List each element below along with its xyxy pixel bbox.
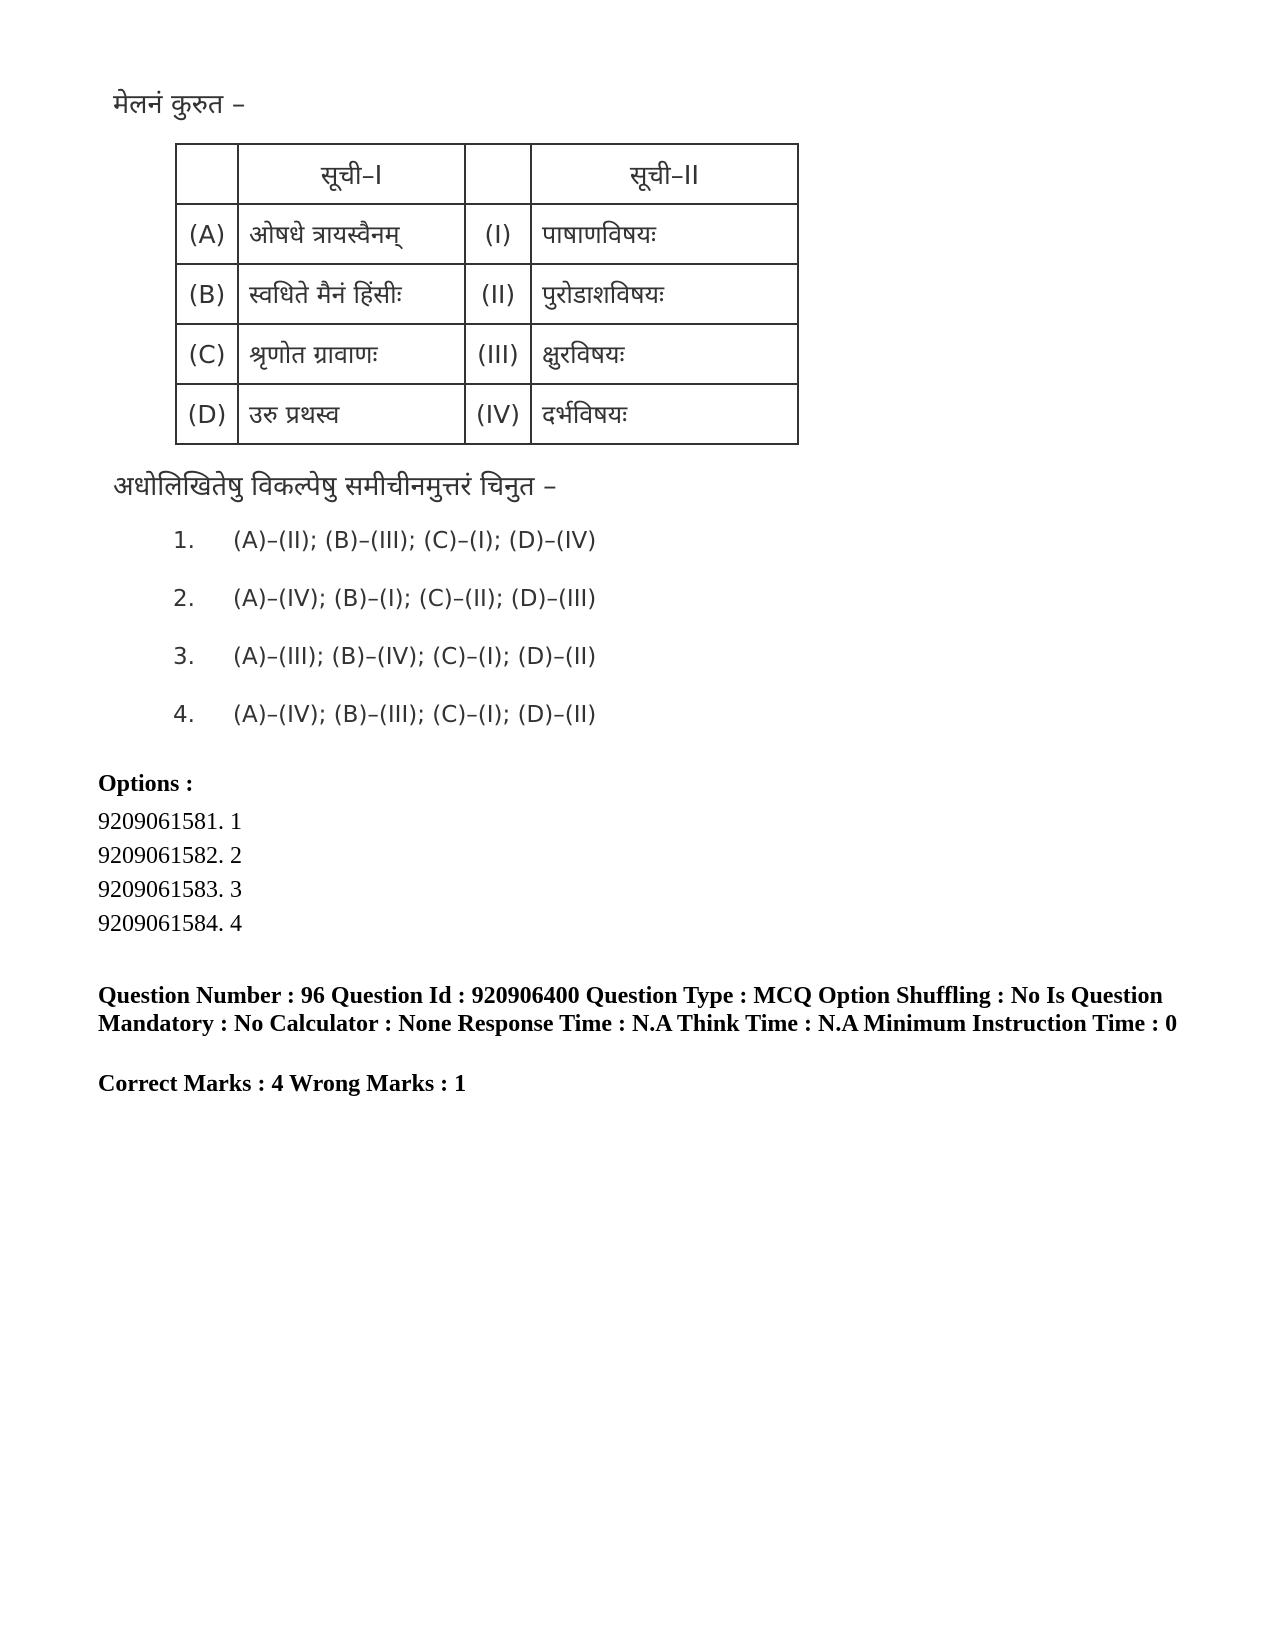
row-numeral: (I): [465, 204, 531, 264]
choice-text: (A)–(III); (B)–(IV); (C)–(I); (D)–(II): [233, 644, 597, 670]
list-2-item: पाषाणविषयः: [531, 204, 798, 264]
header-cell: [176, 144, 238, 204]
row-numeral: (IV): [465, 384, 531, 444]
options-list: [98, 805, 242, 941]
option-item: 9209061582. 2: [98, 843, 242, 869]
choice-item: [173, 528, 596, 586]
choice-number: 4.: [173, 702, 195, 728]
table-row: [176, 264, 798, 324]
choice-item: [173, 702, 596, 760]
row-label: (C): [176, 324, 238, 384]
row-label: (A): [176, 204, 238, 264]
choice-text: (A)–(IV); (B)–(I); (C)–(II); (D)–(III): [233, 586, 597, 612]
question-meta: Question Number : 96 Question Id : 920906400 Question Type : MCQ Option Shuffling : No Is Question Mandatory : No Calculator : None Response Time : N.A Think Time : N.A Minimum Instruction Time : 0: [98, 983, 1178, 1037]
row-numeral: (II): [465, 264, 531, 324]
options-label: Options :: [98, 771, 194, 797]
table-row: [176, 204, 798, 264]
list-2-item: पुरोडाशविषयः: [531, 264, 798, 324]
option-item: 9209061584. 4: [98, 911, 242, 937]
row-label: (D): [176, 384, 238, 444]
header-list-1: सूची–I: [238, 144, 465, 204]
list-2-item: दर्भविषयः: [531, 384, 798, 444]
marks-info: Correct Marks : 4 Wrong Marks : 1: [98, 1071, 467, 1097]
match-table: [175, 143, 799, 445]
choice-text: (A)–(II); (B)–(III); (C)–(I); (D)–(IV): [233, 528, 597, 554]
list-1-item: श्रृणोत ग्रावाणः: [238, 324, 465, 384]
choice-item: [173, 586, 596, 644]
list-1-item: उरु प्रथस्व: [238, 384, 465, 444]
row-numeral: (III): [465, 324, 531, 384]
header-list-2: सूची–II: [531, 144, 798, 204]
header-cell: [465, 144, 531, 204]
list-1-item: स्वधिते मैनं हिंसीः: [238, 264, 465, 324]
table-row: [176, 384, 798, 444]
choice-number: 2.: [173, 586, 195, 612]
choice-item: [173, 644, 596, 702]
choose-instruction: अधोलिखितेषु विकल्पेषु समीचीनमुत्तरं चिनुत –: [113, 471, 557, 502]
choice-text: (A)–(IV); (B)–(III); (C)–(I); (D)–(II): [233, 702, 597, 728]
row-label: (B): [176, 264, 238, 324]
choice-number: 1.: [173, 528, 195, 554]
table-header-row: [176, 144, 798, 204]
list-2-item: क्षुरविषयः: [531, 324, 798, 384]
match-instruction: मेलनं कुरुत –: [113, 89, 246, 120]
option-item: 9209061583. 3: [98, 877, 242, 903]
choice-number: 3.: [173, 644, 195, 670]
table-row: [176, 324, 798, 384]
choice-list: [173, 528, 596, 760]
option-item: 9209061581. 1: [98, 809, 242, 835]
list-1-item: ओषधे त्रायस्वैनम्: [238, 204, 465, 264]
